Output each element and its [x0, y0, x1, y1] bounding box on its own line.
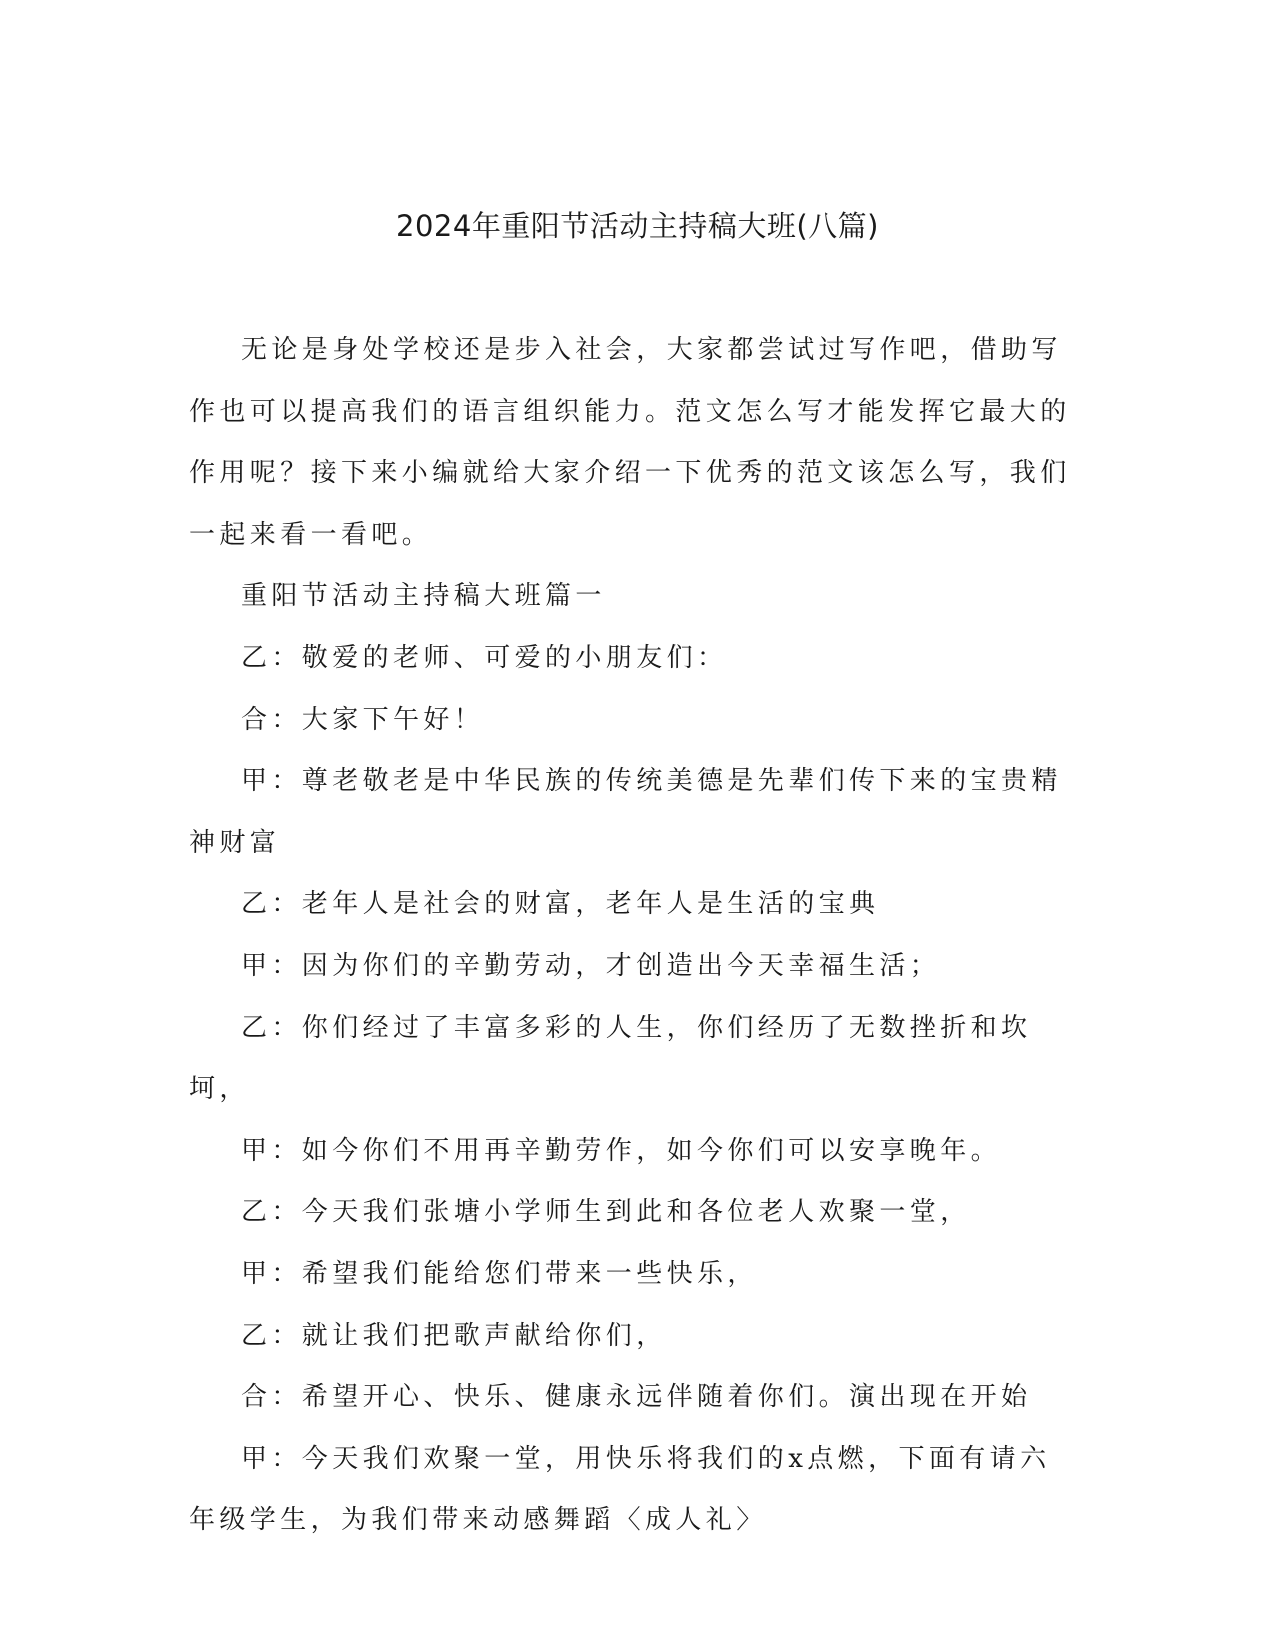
- script-line: 乙：老年人是社会的财富，老年人是生活的宝典: [241, 889, 880, 920]
- intro-paragraph: 无论是身处学校还是步入社会，大家都尝试过写作吧，借助写作也可以提高我们的语言组织能力。范文怎么写才能发挥它最大的作用呢？接下来小编就给大家介绍一下优秀的范文该怎么写，我们一起来看一看吧。: [189, 335, 1071, 550]
- script-line: 乙：今天我们张塘小学师生到此和各位老人欢聚一堂，: [241, 1197, 971, 1228]
- script-line: 甲：尊老敬老是中华民族的传统美德是先辈们传下来的宝贵精神财富: [189, 766, 1062, 858]
- script-line: 合：希望开心、快乐、健康永远伴随着你们。演出现在开始: [241, 1382, 1032, 1413]
- script-line: 合：大家下午好！: [241, 704, 485, 735]
- script-line: 乙：敬爱的老师、可爱的小朋友们：: [241, 642, 728, 673]
- script-line: 甲：因为你们的辛勤劳动，才创造出今天幸福生活；: [241, 950, 941, 981]
- script-line: 甲：如今你们不用再辛勤劳作，如今你们可以安享晚年。: [241, 1135, 1002, 1166]
- script-line: 甲：今天我们欢聚一堂，用快乐将我们的x点燃，下面有请六年级学生，为我们带来动感舞蹈〈成人礼〉: [189, 1443, 1051, 1536]
- script-line: 乙：你们经过了丰富多彩的人生，你们经历了无数挫折和坎坷，: [189, 1012, 1032, 1105]
- script-line: 甲：希望我们能给您们带来一些快乐，: [241, 1258, 758, 1289]
- document-title: 2024年重阳节活动主持稿大班(八篇): [396, 209, 879, 243]
- section-heading: 重阳节活动主持稿大班篇一: [241, 581, 606, 612]
- document-body: [189, 320, 1079, 1552]
- script-line: 乙：就让我们把歌声献给你们，: [241, 1320, 667, 1351]
